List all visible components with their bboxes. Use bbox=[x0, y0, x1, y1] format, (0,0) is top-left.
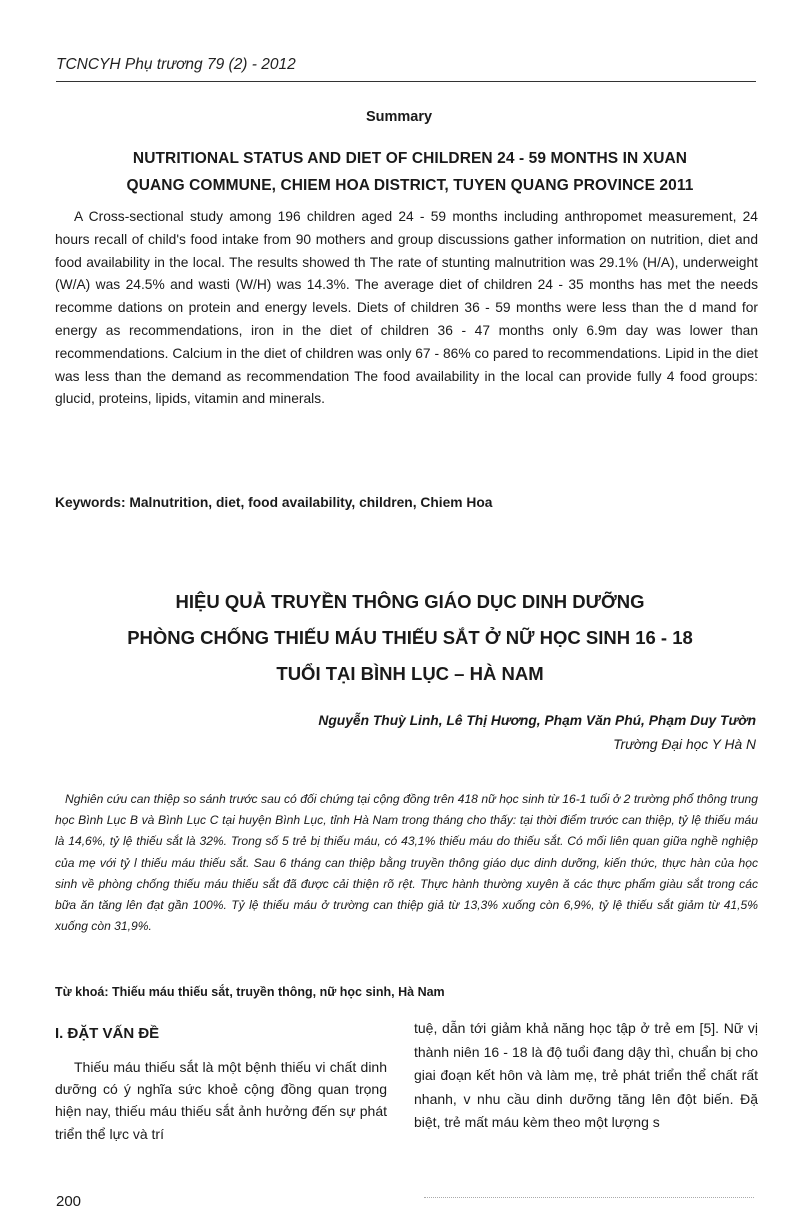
left-column-text: Thiếu máu thiếu sắt là một bệnh thiếu vi chất dinh dưỡng có ý nghĩa sức khoẻ cộng đồng quan trọng hiện nay, thiếu máu thiếu sắt ảnh hưởng đến sự phát triển thể lực và trí bbox=[55, 1059, 387, 1142]
left-column bbox=[55, 1025, 387, 1145]
affiliation: Trường Đại học Y Hà N bbox=[613, 737, 756, 752]
journal-header: TCNCYH Phụ trương 79 (2) - 2012 bbox=[56, 56, 296, 73]
english-title-line-2: QUANG COMMUNE, CHIEM HOA DISTRICT, TUYEN QUANG PROVINCE 2011 bbox=[126, 177, 694, 194]
page-number: 200 bbox=[56, 1193, 82, 1210]
article-title-line-1: HIỆU QUẢ TRUYỀN THÔNG GIÁO DỤC DINH DƯỠNG bbox=[175, 591, 645, 612]
header-rule bbox=[56, 81, 756, 82]
english-keywords: Keywords: Malnutrition, diet, food availability, children, Chiem Hoa bbox=[55, 495, 493, 510]
english-abstract: A Cross-sectional study among 196 children aged 24 - 59 months including anthropomet measurement, 24 hours recall of child's food intake from 90 mothers and group discussions gather information on nutrition, diet and food availability in the local. The results showed th The rate of stunting malnutrition was 29.1% (H/A), underweight (W/A) was 24.5% and wasti (W/H) was 14.3%. The average diet of children 24 - 35 months has met the needs recomme dations on protein and energy levels. Diets of children 36 - 59 months were less than the d mand for energy as recommendations, iron in the diet of children 36 - 47 months only 6.9m day was lower than recommendations. Calcium in the diet of children was only 67 - 86% co pared to recommendations. Lipid in the diet was less than the demand as recommendation The food availability in the local can provide fully 4 food groups: glucid, proteins, lipids, vitamin and minerals. bbox=[55, 209, 758, 407]
english-title bbox=[40, 145, 780, 199]
article-title-line-3: TUỔI TẠI BÌNH LỤC – HÀ NAM bbox=[276, 663, 544, 684]
scan-noise-line bbox=[424, 1197, 754, 1202]
section-heading: I. ĐẶT VẤN ĐỀ bbox=[55, 1025, 160, 1042]
english-title-line-1: NUTRITIONAL STATUS AND DIET OF CHILDREN 24 - 59 MONTHS IN XUAN bbox=[132, 150, 688, 167]
right-column-text: tuệ, dẫn tới giảm khả năng học tập ở trẻ em [5]. Nữ vị thành niên 16 - 18 là độ tuổi đang dậy thì, chuẩn bị cho giai đoạn kết hôn và làm mẹ, trẻ phát triển thể chất rất nhanh, v nhu cầu dinh dưỡng tăng lên đột biến. Đặ biệt, trẻ mất máu kèm theo một lượng s bbox=[414, 1020, 758, 1130]
authors: Nguyễn Thuỳ Linh, Lê Thị Hương, Phạm Văn Phú, Phạm Duy Tườn bbox=[318, 713, 756, 728]
vietnamese-keywords: Từ khoá: Thiếu máu thiếu sắt, truyền thông, nữ học sinh, Hà Nam bbox=[55, 985, 445, 999]
vietnamese-abstract: Nghiên cứu can thiệp so sánh trước sau có đối chứng tại cộng đồng trên 418 nữ học sinh từ 16-1 tuổi ở 2 trường phổ thông trung học Bình Lục B và Bình Lục C tại huyện Bình Lục, tỉnh Hà Nam trong tháng cho thấy: tại thời điểm trước can thiệp, tỷ lệ thiếu máu là 14,6%, tỷ lệ thiếu sắt là 32%. Trong số 5 trẻ bị thiếu máu, có 43,1% thiếu máu do thiếu sắt. Có mối liên quan giữa nghề nghiệp của mẹ với tỷ l thiếu máu thiếu sắt. Sau 6 tháng can thiệp bằng truyền thông giáo dục dinh dưỡng, kiến thức, thực hàn của học sinh về phòng chống thiếu máu thiếu sắt đã được cải thiện rõ rệt. Thực hành thường xuyên ă các thực phẩm giàu sắt trong các bữa ăn tăng lên đạt gần 100%. Tỷ lệ thiếu máu ở trường can thiệp giả từ 13,3% xuống còn 6,9%, tỷ lệ thiếu sắt giảm từ 41,5% xuống còn 31,9%. bbox=[55, 792, 758, 934]
summary-label: Summary bbox=[365, 109, 433, 125]
article-title-line-2: PHÒNG CHỐNG THIẾU MÁU THIẾU SẮT Ở NỮ HỌC SINH 16 - 18 bbox=[127, 627, 693, 648]
article-title bbox=[40, 584, 780, 692]
